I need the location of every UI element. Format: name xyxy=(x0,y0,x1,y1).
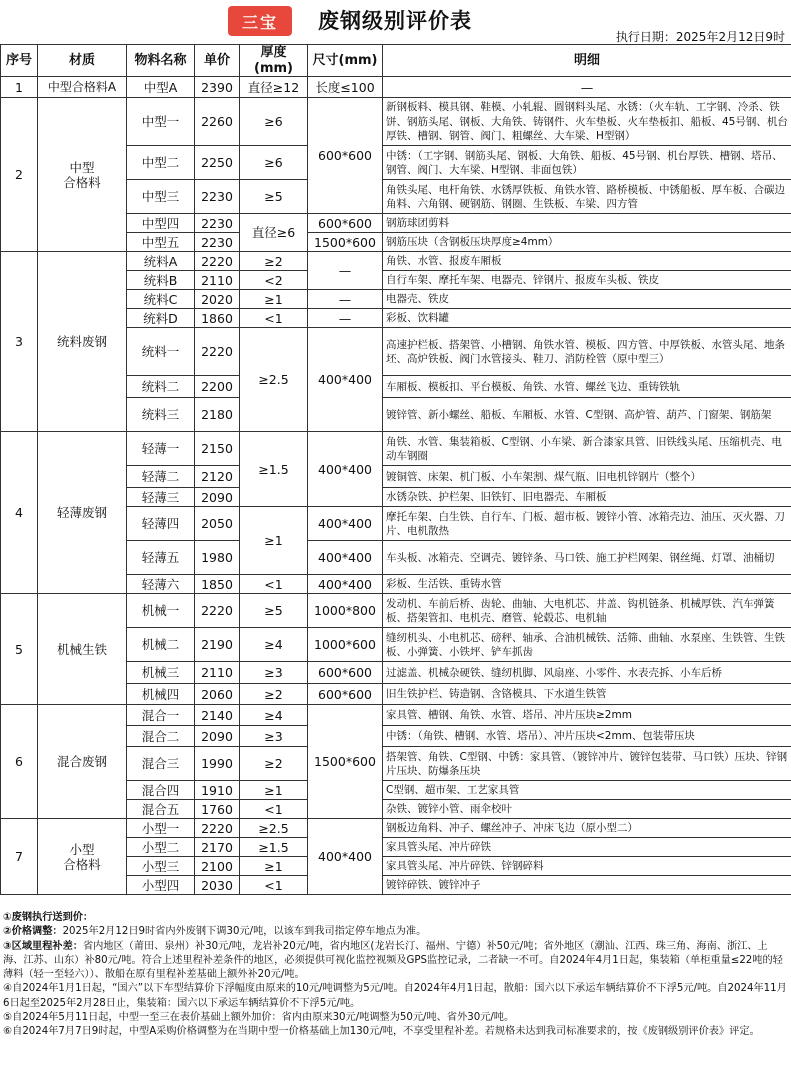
cell-thickness: <1 xyxy=(240,876,308,895)
cell-name: 中型一 xyxy=(127,98,195,146)
table-row xyxy=(1,252,791,271)
note-3-text: 省内地区（莆田、泉州）补30元/吨，龙岩补20元/吨，省内地区(龙岩长汀、福州、宁德）补50元/吨；省外地区（潮汕、江西、珠三角、海南、浙江、上海、江苏、山东）补80元/吨。符合上述里程补差条件的地区，必须提供可视化监控视频及GPS监控记录，二者缺一不可。自2024年4月1日起，集装箱（单柜重量≤22吨的轻薄料（轻一至轻六））、散船在原有里程补差基础上额外补20元/吨。 xyxy=(3,940,783,981)
cell-price: 1980 xyxy=(195,541,240,575)
cell-thickness: ≥2 xyxy=(240,684,308,705)
cell-detail: 缝纫机头、小电机芯、磅秤、轴承、合油机械铁、活筛、曲轴、水泵座、生铁管、生铁板、小弹簧、小铁坪、铲车抓齿 xyxy=(383,628,791,662)
col-header-no: 序号 xyxy=(1,45,38,77)
table-row xyxy=(1,705,791,726)
cell-thickness: ≥5 xyxy=(240,594,308,628)
cell-name: 统料三 xyxy=(127,398,195,432)
cell-name: 轻薄四 xyxy=(127,507,195,541)
cell-size: 1500*600 xyxy=(308,705,383,819)
cell-no: 6 xyxy=(1,705,38,819)
cell-price: 2030 xyxy=(195,876,240,895)
cell-name: 中型五 xyxy=(127,233,195,252)
cell-price: 2050 xyxy=(195,507,240,541)
table-row xyxy=(1,432,791,466)
cell-size: 1000*600 xyxy=(308,628,383,662)
cell-thickness: ≥6 xyxy=(240,146,308,180)
cell-price: 2100 xyxy=(195,857,240,876)
cell-price: 2220 xyxy=(195,819,240,838)
note-6: ⑥自2024年7月7日9时起，中型A采购价格调整为在当期中型一价格基础上加130元/吨，不享受里程补差。若规格未达到我司标准要求的，按《废钢级别评价表》评定。 xyxy=(3,1026,760,1038)
cell-name: 统料B xyxy=(127,271,195,290)
cell-price: 2250 xyxy=(195,146,240,180)
cell-no: 4 xyxy=(1,432,38,594)
cell-no: 1 xyxy=(1,77,38,98)
cell-size: 600*600 xyxy=(308,214,383,233)
cell-size: 400*400 xyxy=(308,541,383,575)
cell-thickness: <1 xyxy=(240,575,308,594)
cell-thickness: ≥1.5 xyxy=(240,838,308,857)
cell-detail: 水锈杂铁、护栏架、旧铁钉、旧电器壳、车厢板 xyxy=(383,488,791,507)
cell-thickness: <1 xyxy=(240,309,308,328)
cell-price: 2190 xyxy=(195,628,240,662)
cell-material: 轻薄废钢 xyxy=(38,432,127,594)
cell-name: 中型三 xyxy=(127,180,195,214)
cell-size: 400*400 xyxy=(308,507,383,541)
cell-name: 统料一 xyxy=(127,328,195,376)
col-header-material: 材质 xyxy=(38,45,127,77)
cell-price: 2150 xyxy=(195,432,240,466)
cell-price: 1860 xyxy=(195,309,240,328)
cell-price: 1850 xyxy=(195,575,240,594)
cell-thickness: ≥1 xyxy=(240,857,308,876)
cell-price: 2120 xyxy=(195,466,240,488)
col-header-price: 单价 xyxy=(195,45,240,77)
cell-size: 400*400 xyxy=(308,432,383,507)
cell-name: 轻薄二 xyxy=(127,466,195,488)
cell-detail: 电器壳、铁皮 xyxy=(383,290,791,309)
cell-detail: 镀锌管、新小螺丝、船板、车厢板、水管、C型钢、高炉管、葫芦、门窗架、钢筋架 xyxy=(383,398,791,432)
cell-price: 2170 xyxy=(195,838,240,857)
cell-name: 小型三 xyxy=(127,857,195,876)
cell-size: 1000*800 xyxy=(308,594,383,628)
cell-name: 轻薄六 xyxy=(127,575,195,594)
cell-price: 2110 xyxy=(195,662,240,684)
note-1-label: ①废钢执行送到价： xyxy=(3,912,94,923)
note-2-label: ②价格调整： xyxy=(3,926,63,938)
cell-thickness: ≥2.5 xyxy=(240,328,308,432)
table-row xyxy=(1,98,791,146)
note-3-label: ③区域里程补差： xyxy=(3,940,83,952)
cell-material: 机械生铁 xyxy=(38,594,127,705)
cell-detail: 家具管、槽钢、角铁、水管、塔吊、冲片压块≥2mm xyxy=(383,705,791,726)
cell-detail: 新钢板料、模具钢、鞋模、小轧辊、圆钢料头尾、水锈：（火车轨、工字钢、冷杀、铁饼、钢筋头尾、钢板、大角铁、铸钢件、火车垫板、火车垫板扣、船板、45号钢、机台厚铁、槽钢、钢管、阀门、粗螺丝、大车梁、H型钢） xyxy=(383,98,791,146)
cell-size: 400*400 xyxy=(308,575,383,594)
cell-detail: 杂铁、镀锌小管、雨伞校叶 xyxy=(383,800,791,819)
note-1 xyxy=(3,911,788,925)
cell-name: 机械四 xyxy=(127,684,195,705)
cell-price: 1760 xyxy=(195,800,240,819)
notes-section xyxy=(0,911,791,1040)
cell-no: 2 xyxy=(1,98,38,252)
cell-price: 2230 xyxy=(195,180,240,214)
cell-detail: 钢筋压块（含钢板压块厚度≥4mm） xyxy=(383,233,791,252)
col-header-size: 尺寸(mm) xyxy=(308,45,383,77)
cell-price: 2110 xyxy=(195,271,240,290)
cell-name: 中型A xyxy=(127,77,195,98)
cell-thickness: ≥2.5 xyxy=(240,819,308,838)
col-header-name: 物料名称 xyxy=(127,45,195,77)
table-row xyxy=(1,77,791,98)
cell-material: 混合废钢 xyxy=(38,705,127,819)
cell-thickness: ≥3 xyxy=(240,726,308,747)
cell-thickness: ≥1 xyxy=(240,507,308,575)
cell-name: 机械一 xyxy=(127,594,195,628)
cell-thickness: ≥1.5 xyxy=(240,432,308,507)
cell-detail: — xyxy=(383,77,791,98)
cell-detail: 角铁头尾、电杆角铁、水锈厚铁板、角铁水管、路桥模板、中锈船板、厚车板、合碳边角料、六角钢、硬钢筋、钢圈、生铁板、车梁、四方管 xyxy=(383,180,791,214)
cell-detail: 自行车架、摩托车架、电器壳、锌钢片、报废车头板、铁皮 xyxy=(383,271,791,290)
cell-name: 小型二 xyxy=(127,838,195,857)
cell-name: 混合五 xyxy=(127,800,195,819)
cell-detail: 发动机、车前后桥、齿轮、曲轴、大电机芯、井盖、钩机链条、机械厚铁、汽车弹簧板、搭架管扣、电机壳、磨管、轮毂芯、电机轴 xyxy=(383,594,791,628)
cell-detail: 钢筋球团剪料 xyxy=(383,214,791,233)
cell-name: 混合四 xyxy=(127,781,195,800)
cell-thickness: ≥4 xyxy=(240,705,308,726)
cell-detail: 车头板、冰箱壳、空调壳、镀锌条、马口铁、施工护栏网架、钢丝绳、灯罩、油桶切 xyxy=(383,541,791,575)
cell-detail: 彩板、饮料罐 xyxy=(383,309,791,328)
cell-detail: C型钢、超市架、工艺家具管 xyxy=(383,781,791,800)
cell-detail: 钢板边角料、冲子、螺丝冲子、冲床飞边（原小型二） xyxy=(383,819,791,838)
table-row xyxy=(1,594,791,628)
scrap-grade-table xyxy=(0,44,791,895)
cell-size: — xyxy=(308,290,383,309)
cell-name: 统料D xyxy=(127,309,195,328)
col-header-thickness: 厚度(mm) xyxy=(240,45,308,77)
cell-detail: 家具管头尾、冲片碎铁、锌钢碎料 xyxy=(383,857,791,876)
col-header-detail: 明细 xyxy=(383,45,791,77)
cell-name: 小型一 xyxy=(127,819,195,838)
cell-no: 5 xyxy=(1,594,38,705)
cell-detail: 彩板、生活铁、重铸水管 xyxy=(383,575,791,594)
cell-no: 3 xyxy=(1,252,38,432)
cell-name: 小型四 xyxy=(127,876,195,895)
cell-price: 2230 xyxy=(195,233,240,252)
table-row xyxy=(1,819,791,838)
cell-size: — xyxy=(308,309,383,328)
header xyxy=(0,0,791,44)
cell-detail: 镀锌碎铁、镀锌冲子 xyxy=(383,876,791,895)
cell-size: 1500*600 xyxy=(308,233,383,252)
company-logo: 三宝 xyxy=(228,6,292,36)
cell-price: 2180 xyxy=(195,398,240,432)
cell-price: 2260 xyxy=(195,98,240,146)
cell-no: 7 xyxy=(1,819,38,895)
cell-material: 中型 合格料 xyxy=(38,98,127,252)
cell-price: 2090 xyxy=(195,726,240,747)
cell-thickness: ≥1 xyxy=(240,781,308,800)
cell-thickness: ≥3 xyxy=(240,662,308,684)
cell-detail: 过滤盖、机械杂硬铁、缝纫机脚、风扇座、小零件、水表壳拆、小车后桥 xyxy=(383,662,791,684)
cell-price: 2140 xyxy=(195,705,240,726)
cell-material: 中型合格料A xyxy=(38,77,127,98)
table-header-row xyxy=(1,45,791,77)
cell-price: 2060 xyxy=(195,684,240,705)
cell-detail: 中锈：（工字钢、钢筋头尾、钢板、大角铁、船板、45号钢、机台厚铁、槽钢、塔吊、钢管、阀门、大车梁、H型钢、非面包铁） xyxy=(383,146,791,180)
cell-detail: 角铁、水管、报废车厢板 xyxy=(383,252,791,271)
cell-name: 混合三 xyxy=(127,747,195,781)
cell-name: 混合二 xyxy=(127,726,195,747)
note-2 xyxy=(3,925,788,939)
cell-thickness: ≥1 xyxy=(240,290,308,309)
cell-size: 600*600 xyxy=(308,662,383,684)
note-2-text: 2025年2月12日9时省内外废钢下调30元/吨，以该车到我司指定停车地点为准。 xyxy=(62,926,427,938)
cell-size: 长度≤100 xyxy=(308,77,383,98)
note-5: ⑤自2024年5月11日起，中型一至三在表价基础上额外加价：省内由原来30元/吨调整为50元/吨、省外30元/吨。 xyxy=(3,1012,515,1024)
cell-name: 中型二 xyxy=(127,146,195,180)
cell-detail: 家具管头尾、冲片碎铁 xyxy=(383,838,791,857)
cell-price: 2390 xyxy=(195,77,240,98)
cell-detail: 角铁、水管、集装箱板、C型钢、小车梁、新合漆家具管、旧铁线头尾、压缩机壳、电动车钢圈 xyxy=(383,432,791,466)
page-title: 废钢级别评价表 xyxy=(318,9,472,33)
cell-thickness: <2 xyxy=(240,271,308,290)
cell-price: 2220 xyxy=(195,594,240,628)
cell-thickness: ≥4 xyxy=(240,628,308,662)
cell-price: 2020 xyxy=(195,290,240,309)
execution-date: 执行日期：2025年2月12日9时 xyxy=(615,30,785,44)
cell-name: 混合一 xyxy=(127,705,195,726)
cell-name: 轻薄五 xyxy=(127,541,195,575)
cell-thickness: <1 xyxy=(240,800,308,819)
cell-name: 机械三 xyxy=(127,662,195,684)
cell-thickness: ≥6 xyxy=(240,98,308,146)
cell-name: 统料二 xyxy=(127,376,195,398)
cell-name: 轻薄一 xyxy=(127,432,195,466)
cell-size: 400*400 xyxy=(308,328,383,432)
cell-name: 中型四 xyxy=(127,214,195,233)
cell-detail: 镀铜管、床架、机门板、小车架割、煤气瓶、旧电机锌钢片（整个） xyxy=(383,466,791,488)
cell-size: 400*400 xyxy=(308,819,383,895)
note-4: ④自2024年1月1日起，“国六”以下车型结算价下浮幅度由原来的10元/吨调整为5元/吨。自2024年4月1日起，散船：国六以下承运车辆结算价不下浮5元/吨。自2024年11月6日起至2025年2月28日止，集装箱：国六以下承运车辆结算价不下浮5元/吨。 xyxy=(3,983,787,1009)
cell-detail: 摩托车架、白生铁、自行车、门板、超市板、镀锌小管、冰箱壳边、油压、灭火器、刀片、电机散热 xyxy=(383,507,791,541)
cell-thickness: ≥5 xyxy=(240,180,308,214)
cell-name: 统料A xyxy=(127,252,195,271)
cell-price: 2220 xyxy=(195,328,240,376)
cell-price: 2230 xyxy=(195,214,240,233)
cell-name: 机械二 xyxy=(127,628,195,662)
note-3 xyxy=(3,940,788,983)
cell-detail: 旧生铁护栏、铸造钢、含铬模具、下水道生铁管 xyxy=(383,684,791,705)
cell-size: 600*600 xyxy=(308,684,383,705)
cell-thickness: 直径≥6 xyxy=(240,214,308,252)
cell-detail: 中锈：（角铁、槽钢、水管、塔吊）、冲片压块<2mm、包装带压块 xyxy=(383,726,791,747)
cell-price: 1910 xyxy=(195,781,240,800)
cell-price: 2090 xyxy=(195,488,240,507)
cell-price: 1990 xyxy=(195,747,240,781)
cell-material: 小型 合格料 xyxy=(38,819,127,895)
cell-thickness: ≥2 xyxy=(240,747,308,781)
cell-detail: 高速护栏板、搭架管、小槽钢、角铁水管、模板、四方管、中厚铁板、水管头尾、地条坯、高炉铁板、阀门水管接头、鞋刀、消防栓管（原中型三） xyxy=(383,328,791,376)
cell-name: 轻薄三 xyxy=(127,488,195,507)
cell-size: — xyxy=(308,252,383,290)
cell-price: 2200 xyxy=(195,376,240,398)
cell-detail: 车厢板、模板扣、平台模板、角铁、水管、螺丝飞边、重铸铁轨 xyxy=(383,376,791,398)
cell-detail: 搭架管、角铁、C型钢、中锈：家具管、（镀锌冲片、镀锌包装带、马口铁）压块、锌钢片压块、防爆条压块 xyxy=(383,747,791,781)
cell-thickness: 直径≥12 xyxy=(240,77,308,98)
cell-price: 2220 xyxy=(195,252,240,271)
cell-name: 统料C xyxy=(127,290,195,309)
cell-thickness: ≥2 xyxy=(240,252,308,271)
cell-material: 统料废钢 xyxy=(38,252,127,432)
cell-size: 600*600 xyxy=(308,98,383,214)
